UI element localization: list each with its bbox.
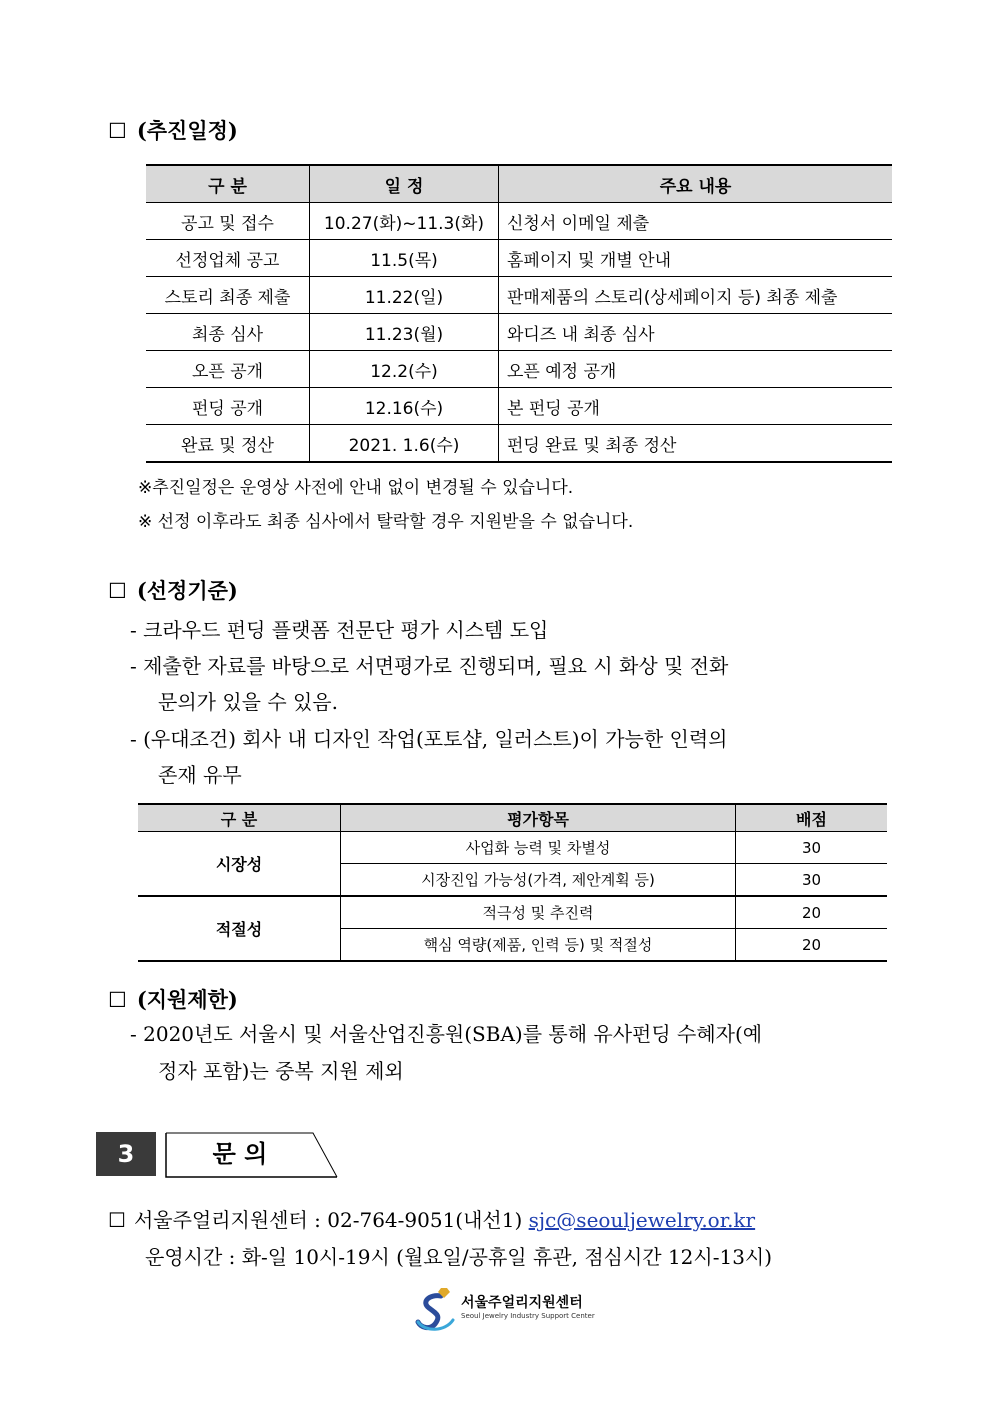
table-row	[138, 896, 887, 929]
criteria-heading-text: (선정기준)	[136, 578, 238, 603]
criteria-bullet: - (우대조건) 회사 내 디자인 작업(포토샵, 일러스트)이 가능한 인력의	[130, 727, 728, 751]
section-title-tab	[165, 1132, 345, 1182]
table-row	[146, 203, 892, 240]
table-row	[146, 425, 892, 463]
col-header: 평가항목	[341, 804, 736, 832]
table-row	[146, 351, 892, 388]
restriction-heading	[108, 984, 238, 1014]
table-row	[146, 388, 892, 425]
checkbox-icon: ☐	[108, 1208, 126, 1232]
date-cell: 10.27(화)~11.3(화)	[310, 203, 499, 240]
criteria-bullet: - 제출한 자료를 바탕으로 서면평가로 진행되며, 필요 시 화상 및 전화	[130, 654, 729, 678]
date-cell: 11.23(월)	[310, 314, 499, 351]
item-cell: 시장진입 가능성(가격, 제안계획 등)	[341, 864, 736, 897]
stage-cell: 최종 심사	[146, 314, 310, 351]
schedule-heading-text: (추진일정)	[136, 118, 238, 143]
schedule-note: ※ 선정 이후라도 최종 심사에서 탈락할 경우 지원받을 수 없습니다.	[138, 512, 634, 532]
content-cell: 본 펀딩 공개	[499, 388, 893, 425]
stage-cell: 완료 및 정산	[146, 425, 310, 463]
content-cell: 홈페이지 및 개별 안내	[499, 240, 893, 277]
checkbox-icon: ☐	[108, 988, 127, 1012]
score-cell: 20	[736, 929, 888, 962]
logo-name: 서울주얼리지원센터	[461, 1295, 583, 1311]
date-cell: 11.5(목)	[310, 240, 499, 277]
content-cell: 판매제품의 스토리(상세페이지 등) 최종 제출	[499, 277, 893, 314]
col-header: 구 분	[138, 804, 341, 832]
stage-cell: 스토리 최종 제출	[146, 277, 310, 314]
table-row	[138, 832, 887, 864]
stage-cell: 오픈 공개	[146, 351, 310, 388]
section-number: 3	[96, 1132, 156, 1176]
group-cell: 시장성	[138, 832, 341, 897]
date-cell: 2021. 1.6(수)	[310, 425, 499, 463]
content-cell: 오픈 예정 공개	[499, 351, 893, 388]
logo	[415, 1286, 615, 1336]
contact-hours: 운영시간 : 화-일 10시-19시 (월요일/공휴일 휴관, 점심시간 12시-13시)	[145, 1245, 773, 1269]
logo-mark-icon	[415, 1286, 457, 1334]
table-row	[146, 240, 892, 277]
stage-cell: 펀딩 공개	[146, 388, 310, 425]
restriction-line-continued: 정자 포함)는 중복 지원 제외	[158, 1059, 404, 1083]
content-cell: 펀딩 완료 및 최종 정산	[499, 425, 893, 463]
schedule-heading	[108, 115, 238, 145]
content-cell: 와디즈 내 최종 심사	[499, 314, 893, 351]
col-header: 구 분	[146, 165, 310, 203]
content-cell: 신청서 이메일 제출	[499, 203, 893, 240]
criteria-bullet: - 크라우드 펀딩 플랫폼 전문단 평가 시스템 도입	[130, 618, 549, 642]
date-cell: 11.22(일)	[310, 277, 499, 314]
date-cell: 12.2(수)	[310, 351, 499, 388]
schedule-header-row	[146, 165, 892, 203]
score-cell: 30	[736, 864, 888, 897]
score-cell: 20	[736, 896, 888, 929]
item-cell: 핵심 역량(제품, 인력 등) 및 적절성	[341, 929, 736, 962]
section-title: 문 의	[212, 1140, 268, 1168]
score-cell: 30	[736, 832, 888, 864]
schedule-table	[146, 164, 892, 463]
stage-cell: 공고 및 접수	[146, 203, 310, 240]
criteria-heading	[108, 575, 238, 605]
col-header: 주요 내용	[499, 165, 893, 203]
restriction-heading-text: (지원제한)	[136, 987, 238, 1012]
table-row	[146, 277, 892, 314]
email-link[interactable]: sjc@seouljewelry.or.kr	[528, 1208, 756, 1232]
restriction-line: - 2020년도 서울시 및 서울산업진흥원(SBA)를 통해 유사펀딩 수혜자(예	[130, 1022, 763, 1046]
logo-subtitle: Seoul Jewelry Industry Support Center	[461, 1312, 595, 1320]
criteria-bullet-continued: 문의가 있을 수 있음.	[158, 690, 338, 714]
col-header: 일 정	[310, 165, 499, 203]
schedule-note: ※추진일정은 운영상 사전에 안내 없이 변경될 수 있습니다.	[138, 478, 574, 498]
criteria-table	[138, 803, 887, 962]
item-cell: 사업화 능력 및 차별성	[341, 832, 736, 864]
criteria-bullet-continued: 존재 유무	[158, 763, 242, 787]
checkbox-icon: ☐	[108, 119, 127, 143]
date-cell: 12.16(수)	[310, 388, 499, 425]
table-row	[146, 314, 892, 351]
group-cell: 적절성	[138, 896, 341, 961]
stage-cell: 선정업체 공고	[146, 240, 310, 277]
contact-org: 서울주얼리지원센터 : 02-764-9051(내선1)	[133, 1208, 523, 1232]
item-cell: 적극성 및 추진력	[341, 896, 736, 929]
contact-line	[108, 1204, 755, 1233]
col-header: 배점	[736, 804, 888, 832]
criteria-header-row	[138, 804, 887, 832]
checkbox-icon: ☐	[108, 579, 127, 603]
